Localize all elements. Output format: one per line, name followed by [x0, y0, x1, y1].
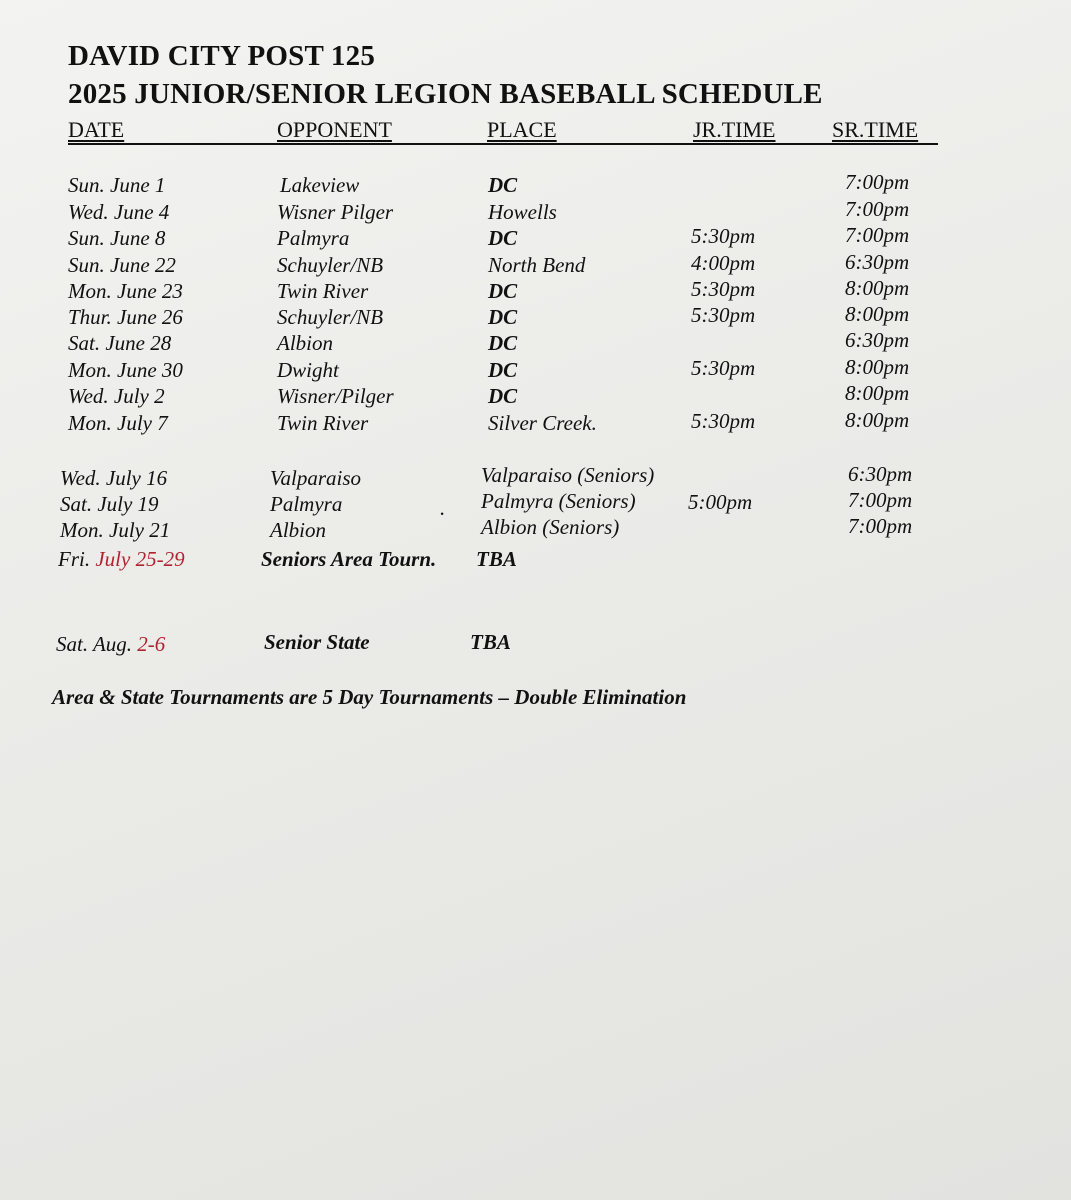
game-sr-time: 7:00pm [845, 170, 910, 194]
state-tourney-event: Senior State [264, 630, 370, 654]
game-opponent: Wisner Pilger [277, 200, 394, 224]
senior-game-sr-time: 6:30pm [848, 462, 913, 486]
game-date: Sun. June 22 [68, 253, 176, 277]
title-schedule: 2025 JUNIOR/SENIOR LEGION BASEBALL SCHEDULE [68, 78, 823, 110]
game-date: Mon. July 7 [68, 411, 168, 435]
game-jr-time: 5:30pm [691, 303, 756, 327]
game-place: DC [488, 279, 518, 303]
game-place: Silver Creek. [488, 411, 597, 435]
game-sr-time: 7:00pm [845, 223, 910, 247]
area-tourney-day: Fri. [58, 547, 91, 571]
game-opponent: Schuyler/NB [277, 253, 384, 277]
game-place: DC [488, 331, 518, 355]
game-date: Sun. June 8 [68, 226, 166, 250]
game-place: DC [488, 358, 518, 382]
title-post: DAVID CITY POST 125 [68, 40, 376, 72]
game-jr-time: 5:30pm [691, 356, 756, 380]
senior-game-opponent: Palmyra [270, 492, 343, 516]
game-sr-time: 8:00pm [845, 276, 910, 300]
game-date: Thur. June 26 [68, 305, 183, 329]
game-opponent: Palmyra [277, 226, 350, 250]
tournament-footnote: Area & State Tournaments are 5 Day Tournaments – Double Elimination [52, 685, 687, 709]
game-place: North Bend [488, 253, 586, 277]
game-place: DC [488, 173, 518, 197]
col-header-sr-time: SR.TIME [832, 117, 919, 142]
game-jr-time: 4:00pm [691, 251, 756, 275]
header-rule [68, 143, 938, 145]
col-header-date: DATE [68, 117, 125, 142]
senior-game-opponent: Valparaiso [270, 466, 362, 490]
game-sr-time: 8:00pm [845, 302, 910, 326]
area-tourney-place: TBA [476, 547, 517, 571]
game-opponent: Twin River [277, 279, 369, 303]
game-jr-time: 5:30pm [691, 277, 756, 301]
stray-mark: . [440, 496, 446, 520]
game-date: Wed. July 2 [68, 384, 165, 408]
senior-game-place: Palmyra (Seniors) [481, 489, 636, 513]
game-date: Wed. June 4 [68, 200, 170, 224]
col-header-opponent: OPPONENT [277, 117, 392, 142]
game-sr-time: 8:00pm [845, 408, 910, 432]
game-place: DC [488, 226, 518, 250]
game-sr-time: 6:30pm [845, 250, 910, 274]
game-opponent: Albion [277, 331, 333, 355]
game-jr-time: 5:30pm [691, 224, 756, 248]
state-tourney-day: Sat. Aug. [56, 632, 133, 656]
senior-game-place: Albion (Seniors) [481, 515, 620, 539]
senior-game-date: Sat. July 19 [60, 492, 159, 516]
area-tourney-dates: July 25-29 [95, 547, 185, 571]
senior-game-place: Valparaiso (Seniors) [481, 463, 655, 487]
game-place: Howells [488, 200, 557, 224]
state-tourney-dates: 2-6 [137, 632, 166, 656]
game-opponent: Schuyler/NB [277, 305, 384, 329]
game-date: Mon. June 30 [68, 358, 183, 382]
senior-game-date: Mon. July 21 [60, 518, 171, 542]
game-jr-time: 5:30pm [691, 409, 756, 433]
area-tourney-event: Seniors Area Tourn. [261, 547, 437, 571]
state-tourney-row [56, 632, 165, 657]
game-date: Sat. June 28 [68, 331, 172, 355]
game-opponent: Twin River [277, 411, 369, 435]
game-place: DC [488, 305, 518, 329]
game-sr-time: 7:00pm [845, 197, 910, 221]
game-place: DC [488, 384, 518, 408]
senior-game-jr-time: 5:00pm [688, 490, 753, 514]
game-date: Mon. June 23 [68, 279, 183, 303]
col-header-place: PLACE [487, 117, 557, 142]
game-date: Sun. June 1 [68, 173, 166, 197]
game-sr-time: 8:00pm [845, 355, 910, 379]
senior-game-sr-time: 7:00pm [848, 514, 913, 538]
game-opponent: Wisner/Pilger [277, 384, 394, 408]
game-opponent: Lakeview [280, 173, 360, 197]
area-tourney-row [58, 547, 185, 572]
senior-game-date: Wed. July 16 [60, 466, 168, 490]
game-sr-time: 8:00pm [845, 381, 910, 405]
col-header-jr-time: JR.TIME [693, 117, 776, 142]
game-sr-time: 6:30pm [845, 328, 910, 352]
game-opponent: Dwight [277, 358, 339, 382]
senior-game-opponent: Albion [270, 518, 326, 542]
state-tourney-place: TBA [470, 630, 511, 654]
bleed-through-shadow [40, 580, 1040, 980]
senior-game-sr-time: 7:00pm [848, 488, 913, 512]
